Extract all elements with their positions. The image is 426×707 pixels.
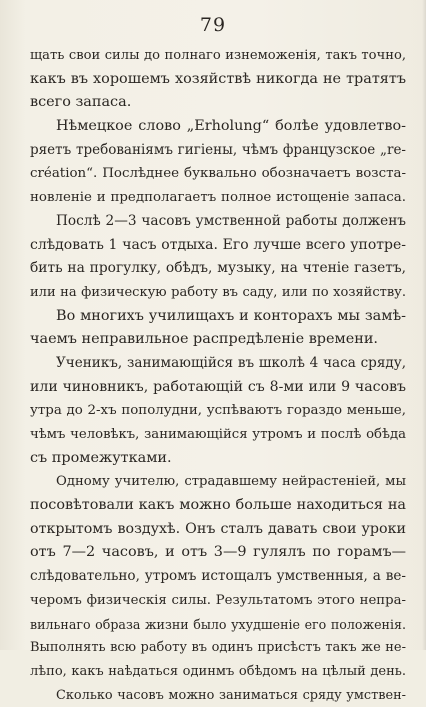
text-line: ряетъ требованіямъ гигіены, чѣмъ французское „re- [30, 141, 406, 158]
text-line: Одному учителю, страдавшему нейрастеніей, мы [56, 474, 406, 490]
text-line: открытомъ воздухѣ. Онъ сталъ давать свои уроки [30, 520, 406, 537]
text-line: Во многихъ училищахъ и конторахъ мы замѣ- [56, 307, 406, 324]
text-line: création“. Послѣднее буквально обозначаетъ возста- [30, 166, 406, 182]
text-line: или чиновникъ, работающій съ 8-ми или 9 часовъ [30, 378, 406, 395]
text-line: Выполнять всю работу въ одинъ присѣстъ такъ же не- [30, 640, 406, 656]
text-line: новленіе и предполагаетъ полное истощеніе запаса. [30, 190, 406, 206]
text-line: Нѣмецкое слово „Erholung“ болѣе удовлетво- [56, 118, 406, 135]
text-line: Послѣ 2—3 часовъ умственной работы долженъ [56, 212, 406, 229]
text-line: слѣдовать 1 часъ отдыха. Его лучше всего употре- [30, 236, 406, 253]
text-line: посовѣтовали какъ можно больше находиться на [30, 497, 406, 514]
text-line: или на физическую работу въ саду, или по хозяйству. [30, 284, 406, 300]
text-line: отъ 7—2 часовъ, и отъ 3—9 гулялъ по горамъ— [30, 544, 406, 561]
body-text [30, 44, 406, 707]
text-line: Сколько часовъ можно заниматься сряду умствен- [56, 687, 406, 703]
text-line: чѣмъ человѣкъ, занимающійся утромъ и послѣ обѣда [30, 427, 406, 442]
text-line: какъ въ хорошемъ хозяйствѣ никогда не тратятъ [30, 70, 406, 87]
page-edge-shadow [422, 0, 426, 650]
text-line: чаемъ неправильное распредѣленіе времени. [30, 331, 378, 348]
text-line: Ученикъ, занимающійся въ школѣ 4 часа сряду, [56, 354, 406, 371]
text-line: утра до 2-хъ пополудни, успѣваютъ гораздо меньше, [30, 403, 406, 419]
text-line: съ промежутками. [30, 449, 172, 466]
text-line: лѣпо, какъ наѣдаться одинмъ обѣдомъ на цѣлый день. [30, 663, 406, 679]
text-line: бить на прогулку, обѣдъ, музыку, на чтеніе газетъ, [30, 260, 406, 277]
page-number: 79 [199, 14, 227, 36]
text-line: слѣдовательно, утромъ истощалъ умственныя, а ве- [30, 568, 406, 585]
text-line: щать свои силы до полнаго изнеможенія, такъ точно, [30, 48, 406, 63]
text-line: вильнаго образа жизни было ухудшеніе его положенія. [30, 616, 406, 632]
text-line: всего запаса. [30, 94, 132, 111]
text-line: черомъ физическія силы. Результатомъ этого непра- [30, 592, 406, 608]
